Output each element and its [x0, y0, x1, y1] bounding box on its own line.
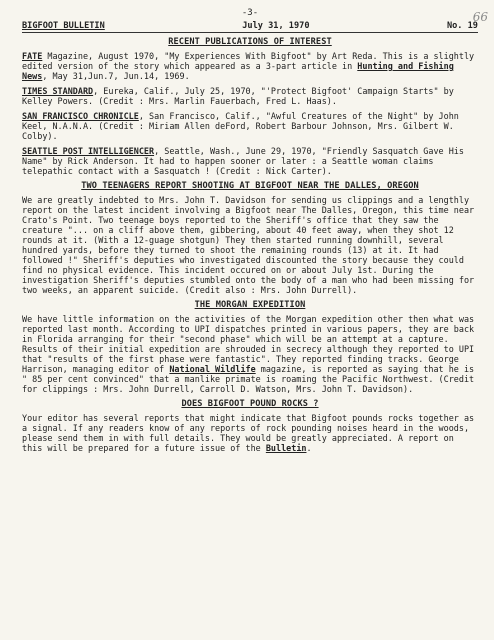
section-heading-morgan: THE MORGAN EXPEDITION — [194, 300, 306, 310]
publication-entry: SEATTLE POST INTELLIGENCER, Seattle, Wash., June 29, 1970, "Friendly Sasquatch Gave His Name" by Rick Anderson. It had to happen sooner or later : a Seattle woman claims telepathic contact with a Sasquatch ! (Credit : Nick Carter). — [22, 146, 464, 176]
corner-handwritten-mark: 66 — [472, 10, 488, 24]
publication-entry: SAN FRANCISCO CHRONICLE, San Francisco, Calif., "Awful Creatures of the Night" by John Keel, N.A.N.A. (Credit : Miriam Allen deFord, Robert Barbour Johnson, Mrs. Gilbert W. Colby). — [22, 111, 459, 141]
bulletin-issue: No. 19 — [446, 21, 478, 31]
section-heading-publications: RECENT PUBLICATIONS OF INTEREST — [168, 37, 332, 47]
inline-publication-title: Hunting and Fishing News — [22, 61, 454, 81]
inline-publication-title: Bulletin — [265, 443, 307, 453]
morgan-article-body: We have little information on the activities of the Morgan expedition other then what was reported last month. According to UPI dispatches printed in various papers, they are back in Florida arranging for their "second phase" which will be an attempt at a capture. Results of their initial expedition are shrouded in secrecy although they reported to UPI that "results of the first phase were fantastic". They reported finding tracks. George Harrison, managing editor of National Wildlife magazine, is reported as saying that he is " 85 per cent convinced" that a manlike primate is roaming the Pacific Northwest. (Credit for clippings : Mrs. John Durrell, Carroll D. Watson, Mrs. John T. Davidson). — [22, 314, 475, 394]
bulletin-title: BIGFOOT BULLETIN — [22, 21, 105, 31]
publication-source: TIMES STANDARD — [22, 86, 94, 96]
bulletin-date: July 31, 1970 — [242, 21, 310, 31]
section-heading-teenagers: TWO TEENAGERS REPORT SHOOTING AT BIGFOOT NEAR THE DALLES, OREGON — [81, 181, 419, 191]
rocks-article-body: Your editor has several reports that might indicate that Bigfoot pounds rocks together as a signal. If any readers know of any reports of rock pounding noises heard in the woods, please send them in with full details. They would be greatly appreciated. A report on this will be prepared for a future issue of the Bulletin. — [22, 413, 475, 453]
publication-source: FATE — [22, 51, 43, 61]
publication-source: SAN FRANCISCO CHRONICLE — [22, 111, 139, 121]
bulletin-header — [22, 21, 478, 33]
publication-source: SEATTLE POST INTELLIGENCER — [22, 146, 155, 156]
section-heading-rocks: DOES BIGFOOT POUND ROCKS ? — [181, 399, 319, 409]
inline-publication-title: National Wildlife — [169, 364, 256, 374]
teenagers-article-body: We are greatly indebted to Mrs. John T. Davidson for sending us clippings and a lengthly report on the latest incident involving a Bigfoot near The Dalles, Oregon, this time near Crato's Point. Two teenage boys reported to the Sheriff's office that they saw the creature "... on a cliff above them, gibbering, about 40 feet away, when they shot 12 rounds at it. (With a 12-guage shotgun) They then started running downhill, several hundred yards, before they turned to shoot the remaining rounds (13) at it. It had followed !" Sheriff's deputies who investigated discounted the story because they could find no physical evidence. This incident occured on or about July 1st. During the investigation Sheriff's deputies stumbled onto the body of a man who had been missing for two weeks, an apparent suicide. (Credit also : Mrs. John Durrell). — [22, 195, 475, 295]
publication-entry: TIMES STANDARD, Eureka, Calif., July 25, 1970, "'Protect Bigfoot' Campaign Starts" by Kelley Powers. (Credit : Mrs. Marlin Fauerbach, Fred L. Haas). — [22, 86, 454, 106]
publication-entry: FATE Magazine, August 1970, "My Experiences With Bigfoot" by Art Reda. This is a slightly edited version of the story which appeared as a 3-part article in Hunting and Fishing News, May 31,Jun.7, Jun.14, 1969. — [22, 51, 475, 81]
page-number: -3- — [241, 8, 259, 18]
